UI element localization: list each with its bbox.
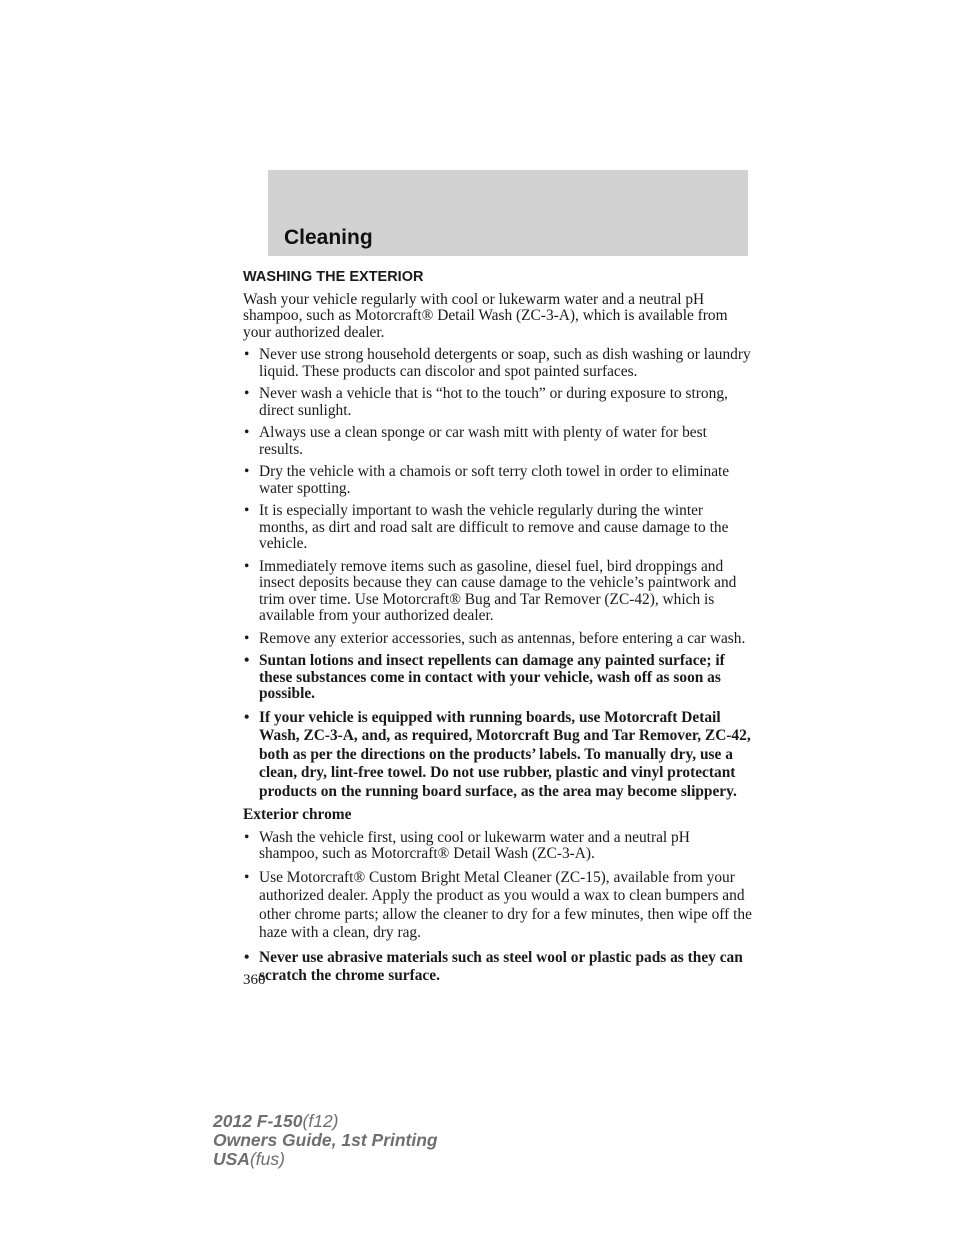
bullet-icon: • <box>244 463 250 480</box>
section-title: WASHING THE EXTERIOR <box>243 269 424 285</box>
section-header-title: Cleaning <box>284 226 373 249</box>
page-content <box>243 266 753 992</box>
washing-bullet-list <box>243 347 753 801</box>
list-item: • Never use strong household detergents or soap, such as dish washing or laundry liquid. These products can discolor and spot painted surfaces. <box>244 346 751 380</box>
subsection-title: Exterior chrome <box>243 806 352 823</box>
list-item: • Immediately remove items such as gasoline, diesel fuel, bird droppings and insect deposits because they can cause damage to the vehicle’s paintwork and trim over time. Use Motorcraft® Bug and Tar Remover (ZC-42), which is available from your authorized dealer. <box>244 557 737 624</box>
bullet-icon: • <box>244 948 250 966</box>
list-item-warning: • If your vehicle is equipped with running boards, use Motorcraft Detail Wash, ZC-3-A, and, as required, Motorcraft Bug and Tar Remover, ZC-42, both as per the directions on the products’ labels. To manually dry, use a clean, dry, lint-free towel. Do not use rubber, plastic and vinyl protectant products on the running board surface, as the area may become slippery. <box>244 708 751 800</box>
bullet-icon: • <box>244 502 250 519</box>
list-item: • Remove any exterior accessories, such as antennas, before entering a car wash. <box>244 629 746 647</box>
bullet-icon: • <box>244 346 250 363</box>
section-header-band <box>268 170 748 256</box>
bullet-icon: • <box>244 424 250 441</box>
bullet-icon: • <box>244 828 250 846</box>
list-item: • It is especially important to wash the vehicle regularly during the winter months, as dirt and road salt are difficult to remove and cause damage to the vehicle. <box>244 502 729 552</box>
chrome-bullet-list <box>243 830 753 986</box>
list-item: • Always use a clean sponge or car wash mitt with plenty of water for best results. <box>244 424 707 458</box>
bullet-icon: • <box>244 629 250 647</box>
bullet-icon: • <box>244 868 250 886</box>
bullet-icon: • <box>244 557 250 575</box>
list-item: • Use Motorcraft® Custom Bright Metal Cleaner (ZC-15), available from your authorized dealer. Apply the product as you would a wax to clean bumpers and other chrome parts; allow the cleaner to dry for a few minutes, then wipe off the haze with a clean, dry rag. <box>244 868 752 941</box>
footer-line-guide: Owners Guide, 1st Printing <box>213 1130 438 1150</box>
list-item: • Wash the vehicle first, using cool or lukewarm water and a neutral pH shampoo, such as Motorcraft® Detail Wash (ZC-3-A). <box>244 828 690 862</box>
bullet-icon: • <box>244 708 250 726</box>
footer-line-model: 2012 F-150(f12) <box>213 1111 339 1131</box>
intro-paragraph: Wash your vehicle regularly with cool or lukewarm water and a neutral pH shampoo, such as Motorcraft® Detail Wash (ZC-3-A), which is available from your authorized dealer. <box>243 290 728 341</box>
list-item-warning: • Never use abrasive materials such as steel wool or plastic pads as they can scratch the chrome surface. <box>244 948 743 984</box>
bullet-icon: • <box>244 385 250 402</box>
footer-line-region: USA(fus) <box>213 1149 285 1169</box>
list-item: • Dry the vehicle with a chamois or soft terry cloth towel in order to eliminate water spotting. <box>244 463 730 497</box>
print-footer <box>213 1112 438 1169</box>
list-item-warning: • Suntan lotions and insect repellents can damage any painted surface; if these substances come in contact with your vehicle, wash off as soon as possible. <box>244 652 725 702</box>
page-number: 360 <box>243 972 266 988</box>
list-item: • Never wash a vehicle that is “hot to the touch” or during exposure to strong, direct sunlight. <box>244 385 728 419</box>
bullet-icon: • <box>244 652 250 669</box>
